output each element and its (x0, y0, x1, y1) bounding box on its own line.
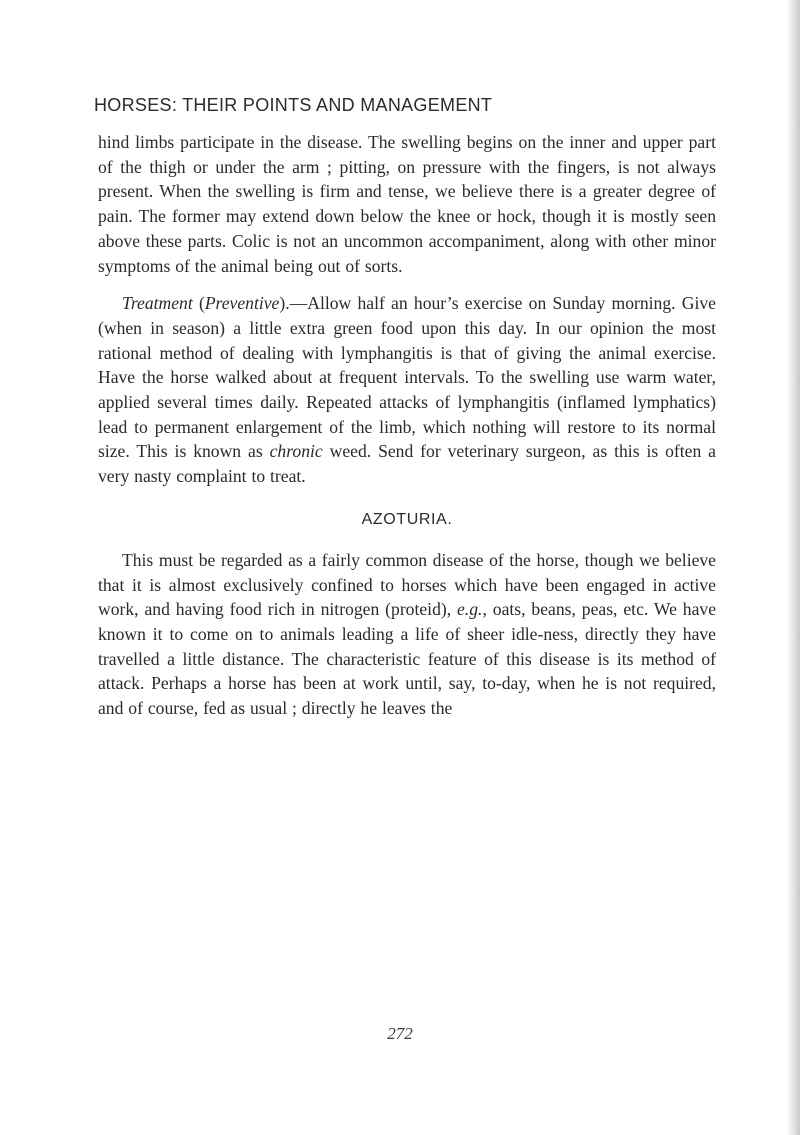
page-body (94, 95, 717, 721)
section-heading-azoturia: AZOTURIA. (361, 510, 453, 528)
running-head: HORSES: THEIR POINTS AND MANAGEMENT (94, 95, 493, 115)
preventive-label: Preventive (204, 293, 280, 314)
azoturia-text-1: This must be regarded as a fairly common disease of the horse, though we believe that it is almost exclusively confined to horses which have been engaged in active work, and having food rich in nitrogen (proteid), (98, 549, 716, 620)
treatment-label: Treatment (122, 293, 193, 314)
page-number: 272 (387, 1024, 413, 1043)
eg-abbrev: e.g. (457, 599, 483, 620)
paragraph-symptoms: hind limbs participate in the disease. The swelling begins on the inner and upper part of the thigh or under the arm ; pitting, on pressure with the fingers, is not always present. When the swelling is firm and tense, we believe there is a greater degree of pain. The former may extend down below the knee or hock, though it is mostly seen above these parts. Colic is not an uncommon accompaniment, along with other minor symptoms of the animal being out of sorts. (98, 132, 716, 276)
paragraph-treatment (98, 291, 716, 489)
chronic-word: chronic (269, 441, 323, 462)
book-page-edge (790, 0, 800, 1135)
treatment-paren-close: ). (279, 293, 290, 314)
paragraph-azoturia (98, 548, 716, 721)
azoturia-text-2: , oats, beans, peas, etc. We have known it to come on to animals leading a life of sheer idle-ness, directly they have travelled a little distance. The characteristic feature of this disease is its method of attack. Perhaps a horse has been at work until, say, to-day, when he is not required, and of course, fed as usual ; directly he leaves the (98, 599, 717, 719)
treatment-text-1: —Allow half an hour’s exercise on Sunday morning. Give (when in season) a little extra green food upon this day. In our opinion the most rational method of dealing with lymphangitis is that of giving the animal exercise. Have the horse walked about at frequent intervals. To the swelling use warm water, applied several times daily. Repeated attacks of lymphangitis (inflamed lymphatics) lead to permanent enlargement of the limb, which nothing will restore to its normal size. This is known as (98, 293, 716, 462)
treatment-paren-open: ( (192, 293, 205, 314)
treatment-text-2: weed. Send for veterinary surgeon, as this is often a very nasty complaint to treat. (98, 441, 716, 487)
paragraph-gap (98, 278, 716, 291)
